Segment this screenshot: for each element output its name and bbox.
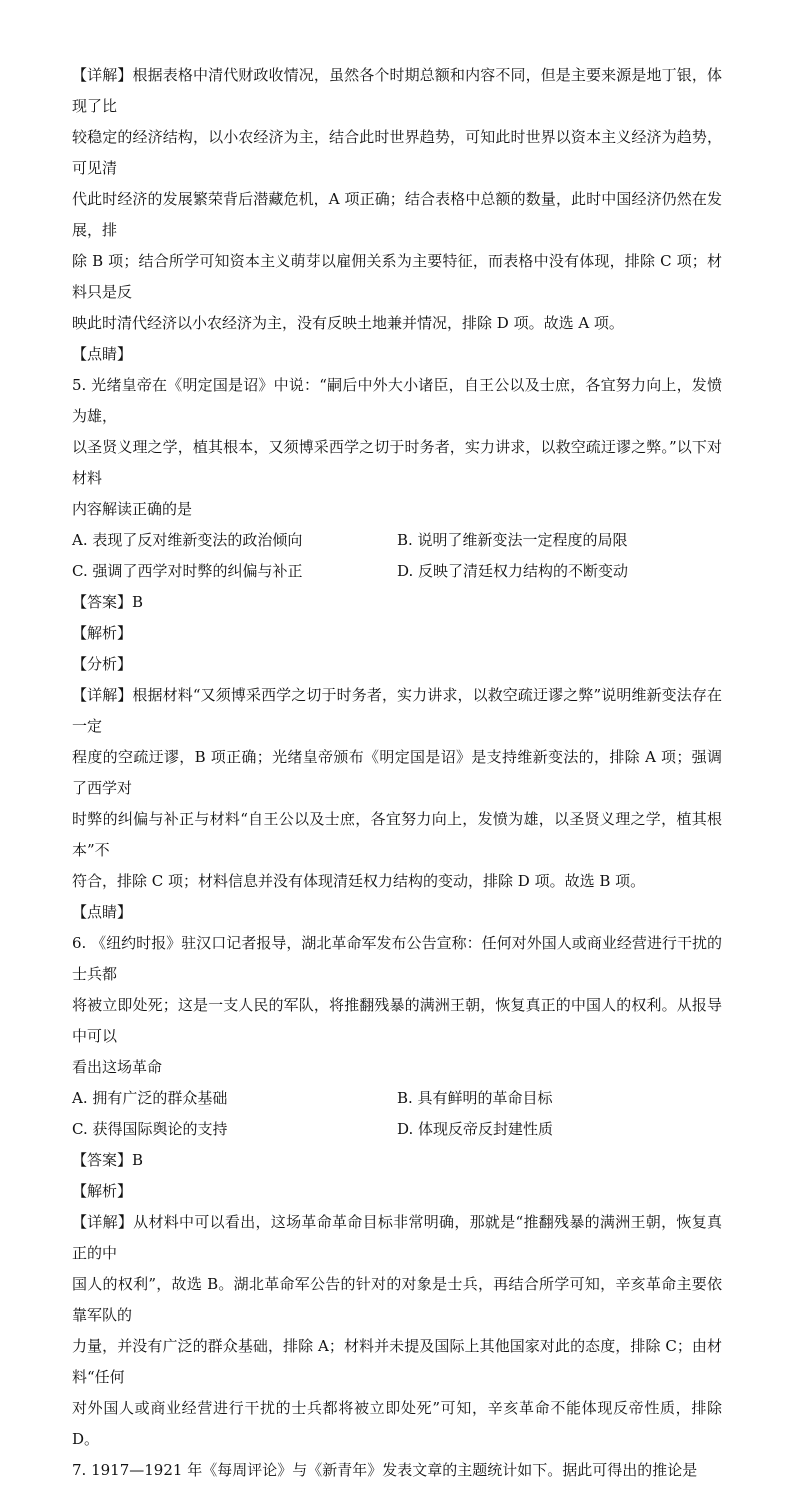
- q6-detail-line: 对外国人或商业经营进行干扰的士兵都将被立即处死”可知，辛亥革命不能体现反帝性质，排除 D。: [72, 1399, 722, 1448]
- q6-stem-line: 6. 《纽约时报》驻汉口记者报导，湖北革命军发布公告宣称：任何对外国人或商业经营进行干扰的士兵都: [72, 934, 722, 983]
- q6-option-d: D. 体现反帝反封建性质: [397, 1120, 554, 1138]
- q6-options-row-2: [72, 1114, 722, 1145]
- q5-option-b: B. 说明了维新变法一定程度的局限: [397, 531, 628, 549]
- q6-detail: [72, 1207, 722, 1455]
- q4-comment-label: 【点睛】: [72, 345, 133, 363]
- q6-analysis-label: 【解析】: [72, 1182, 133, 1200]
- q4-detail: [72, 60, 722, 339]
- q5-detail-line: 时弊的纠偏与补正与材料“自王公以及士庶，各宜努力向上，发愤为雄，以圣贤义理之学，植其根本”不: [72, 810, 722, 859]
- q5-stem-line: 以圣贤义理之学，植其根本，又须博采西学之切于时务者，实力讲求，以救空疏迂谬之弊。”以下对材料: [72, 438, 722, 487]
- q5-options-row-1: [72, 525, 722, 556]
- q6-answer: 【答案】B: [72, 1151, 144, 1169]
- q6-option-a: A. 拥有广泛的群众基础: [72, 1089, 228, 1107]
- q5-option-d: D. 反映了清廷权力结构的不断变动: [397, 562, 629, 580]
- q5-detail: [72, 680, 722, 897]
- q4-detail-line: 较稳定的经济结构，以小农经济为主，结合此时世界趋势，可知此时世界以资本主义经济为趋势，可见清: [72, 128, 722, 177]
- q5-analysis-label: 【解析】: [72, 624, 133, 642]
- q5-stem-line: 内容解读正确的是: [72, 500, 193, 518]
- q4-detail-line: 【详解】根据表格中清代财政收情况，虽然各个时期总额和内容不同，但是主要来源是地丁银，体现了比: [72, 66, 722, 115]
- q6-option-b: B. 具有鲜明的革命目标: [397, 1089, 553, 1107]
- q4-detail-line: 代此时经济的发展繁荣背后潜藏危机，A 项正确；结合表格中总额的数量，此时中国经济仍然在发展，排: [72, 190, 722, 239]
- q6-options-row-1: [72, 1083, 722, 1114]
- q6-stem: [72, 928, 722, 1083]
- q5-detail-line: 程度的空疏迂谬，B 项正确；光绪皇帝颁布《明定国是诏》是支持维新变法的，排除 A 项；强调了西学对: [72, 748, 722, 797]
- q7-stem-line: 7. 1917—1921 年《每周评论》与《新青年》发表文章的主题统计如下。据此可得出的推论是: [72, 1461, 698, 1479]
- q7-stem: [72, 1455, 722, 1486]
- q5-answer: 【答案】B: [72, 593, 144, 611]
- q6-detail-line: 国人的权利”，故选 B。湖北革命军公告的针对的对象是士兵，再结合所学可知，辛亥革命主要依靠军队的: [72, 1275, 722, 1324]
- q6-stem-line: 看出这场革命: [72, 1058, 163, 1076]
- q6-stem-line: 将被立即处死；这是一支人民的军队，将推翻残暴的满洲王朝，恢复真正的中国人的权利。从报导中可以: [72, 996, 722, 1045]
- q5-detail-line: 【详解】根据材料“又须博采西学之切于时务者，实力讲求，以救空疏迂谬之弊”说明维新变法存在一定: [72, 686, 722, 735]
- q4-detail-line: 除 B 项；结合所学可知资本主义萌芽以雇佣关系为主要特征，而表格中没有体现，排除 C 项；材料只是反: [72, 252, 722, 301]
- q5-detail-line: 符合，排除 C 项；材料信息并没有体现清廷权力结构的变动，排除 D 项。故选 B 项。: [72, 872, 646, 890]
- q6-detail-line: 力量，并没有广泛的群众基础，排除 A；材料并未提及国际上其他国家对此的态度，排除 C；由材料“任何: [72, 1337, 722, 1386]
- q6-detail-line: 【详解】从材料中可以看出，这场革命革命目标非常明确，那就是“推翻残暴的满洲王朝，恢复真正的中: [72, 1213, 722, 1262]
- q5-stem: [72, 370, 722, 525]
- q4-detail-line: 映此时清代经济以小农经济为主，没有反映土地兼并情况，排除 D 项。故选 A 项。: [72, 314, 624, 332]
- q5-comment-label: 【点睛】: [72, 903, 133, 921]
- q5-fenxi-label: 【分析】: [72, 655, 133, 673]
- q5-stem-line: 5. 光绪皇帝在《明定国是诏》中说：“嗣后中外大小诸臣，自王公以及士庶，各宜努力向上，发愤为雄，: [72, 376, 722, 425]
- page-content: [72, 60, 722, 1486]
- q5-option-a: A. 表现了反对维新变法的政治倾向: [72, 531, 303, 549]
- q5-option-c: C. 强调了西学对时弊的纠偏与补正: [72, 562, 303, 580]
- q6-option-c: C. 获得国际舆论的支持: [72, 1120, 228, 1138]
- q5-options-row-2: [72, 556, 722, 587]
